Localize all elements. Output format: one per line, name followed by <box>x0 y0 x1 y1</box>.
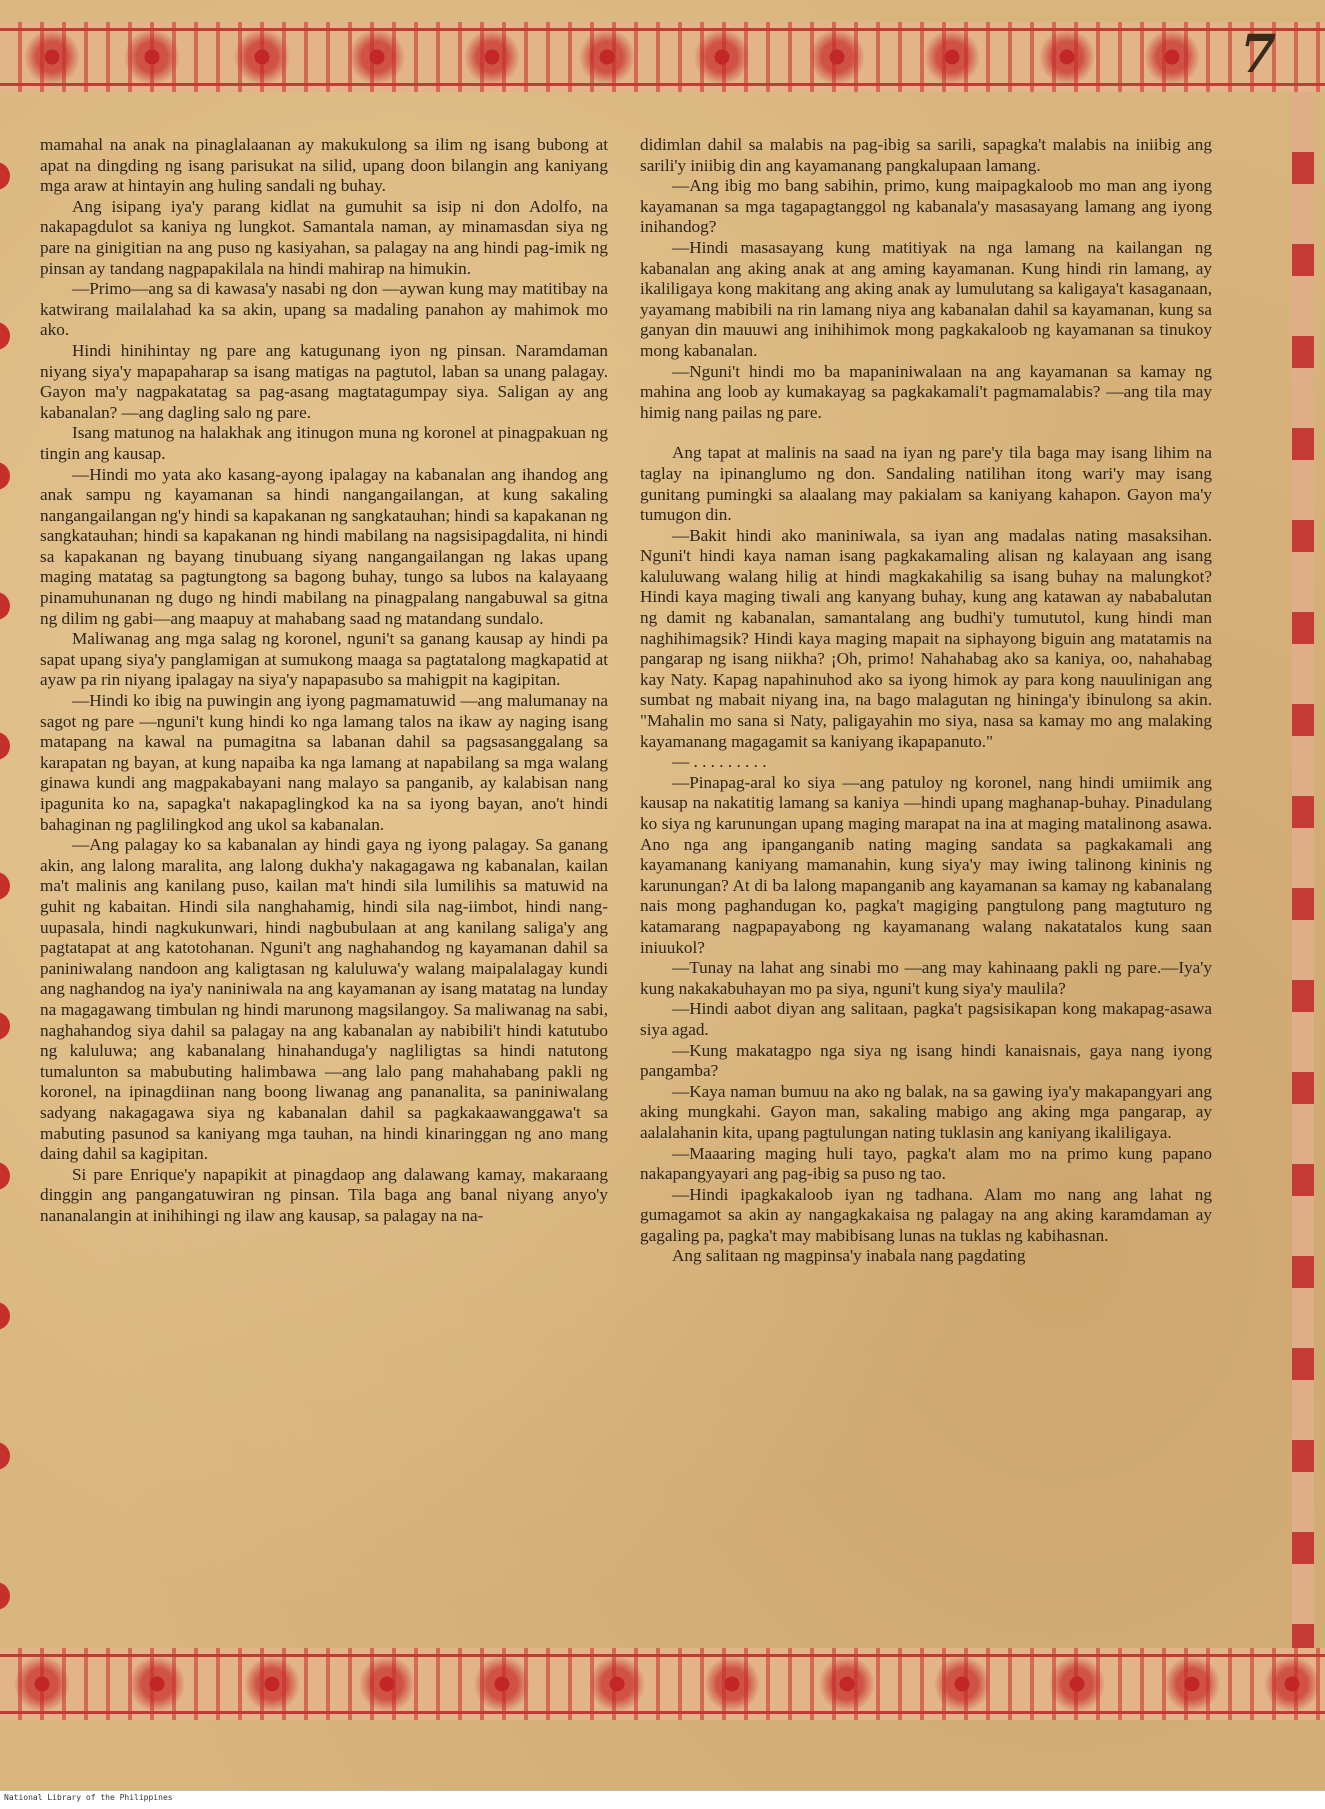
paragraph: didimlan dahil sa malabis na pag-ibig sa sarili, sapagka't malabis na iniibig ang sarili'y iniibig din ang kayamanang pangkalupaan lamang. <box>640 135 1212 175</box>
paragraph: —Tunay na lahat ang sinabi mo —ang may kahinaang pakli ng pare.—Iya'y kung nakakabuhayan mo pa siya, nguni't kung siya'y maulila? <box>640 958 1212 998</box>
bottom-decorative-border <box>0 1648 1325 1720</box>
footer-bar <box>0 1790 1325 1809</box>
left-edge-marks <box>0 92 14 1648</box>
right-decorative-border <box>1292 92 1314 1648</box>
paragraph: Ang tapat at malinis na saad na iyan ng pare'y tila baga may isang lihim na taglay na ipinanglumo ng don. Sandaling natilihan itong wari'y may isang gunitang pumingki sa alaalang may pakialam sa kaniyang kahapon. Gayon ma'y tumugon din. <box>640 443 1212 525</box>
paragraph: Ang isipang iya'y parang kidlat na gumuhit sa isip ni don Adolfo, na nakapagdulot sa kaniya ng lungkot. Samantala naman, ay minamasdan siya ng pare na ginigitian na ang puso ng kasiyahan, sa palagay na ang hindi pag-imik ng pinsan ay tandang nagpapakilala na hindi mahirap na himukin. <box>40 196 608 278</box>
paragraph: —Maaaring maging huli tayo, pagka't alam mo na primo kung papano nakapangyayari ang pag-ibig sa puso ng tao. <box>640 1143 1212 1184</box>
paragraph: —Pinapag-aral ko siya —ang patuloy ng koronel, nang hindi umiimik ang kausap na nakatitig lamang sa kaniya —hindi upang maghanap-buhay. Pinadulang ko siya ng karunungan upang maging marapat na ina at maging matalinong asawa. Ano nga ang ipanganganib nating maging sandata sa pagkakamali ang kayamanang kaniyang mamanahin, kung siya'y may iwing talinong kininis ng karunungan? At di ba lalong mapanganib ang kayamanan sa kamay ng kabanalang nais mong paghandugan ko, pagka't magiging pangtulong pang magtuturo ng katamarang nagpapayabong ng kayamanang walang nakatatalos kung saan iniuukol? <box>640 772 1212 957</box>
paragraph: Isang matunog na halakhak ang itinugon muna ng koronel at pinagpakuan ng tingin ang kausap. <box>40 423 608 463</box>
page-number: 7 <box>1240 24 1277 85</box>
paragraph: —Ang palagay ko sa kabanalan ay hindi gaya ng iyong palagay. Sa ganang akin, ang lalong maralita, ang lalong dukha'y nakagagawa ng kabanalan, kailan ma't malinis ang kanilang puso, kailan ma't hindi sila lumilihis sa matuwid na guhit ng kabaitan. Hindi sila nanghahamig, hindi sila nag-iimbot, hindi nang-uupasala, hindi nagkukunwari, hindi nagbubulaan at ang kanilang saliga'y ang pagtatapat at ang katotohanan. Nguni't ang naghahandog ng kayamanan dahil sa paniniwalang nandoon ang kaligtasan ng kaluluwa'y walang maipalalagay kundi ang naghandog na iya'y naniniwala na ang kayamanan ay isang matatag na lunday na magagawang timbulan ng hindi marunong magsilangoy. Sa maliwanag na sabi, naghahandog siya dahil sa palagay na ang kabanalan ay nabibili't hindi katutubo ng kaluluwa; ang kabanalang hinahanduga'y nagliligtas sa hindi natutong tumalunton sa mabubuting halimbawa —ang lalo pang mahahabang pakli ng koronel, na ipinagdiinan nang boong liwanag ang pananalita, sa paniniwalang sadyang nakagagawa siya ng kabanalan dahil sa pagkakaawanggawa't sa mabuting pasunod sa kaniyang mga tauhan, na hindi kinaringgan ng ano mang daing dahil sa kagipitan. <box>40 835 608 1164</box>
right-text-column <box>640 135 1212 1267</box>
top-decorative-border <box>0 22 1325 92</box>
paragraph: —Kaya naman bumuu na ako ng balak, na sa gawing iya'y makapangyari ang aking mungkahi. Gayon man, sakaling mabigo ang aking mga pangarap, ay aalalahanin kita, upang pagtulungan nating tuklasin ang kaniyang ikaliligaya. <box>640 1081 1212 1142</box>
paragraph: —Primo—ang sa di kawasa'y nasabi ng don —aywan kung may matitibay na katwirang mailalahad ka sa akin, upang sa madaling panahon ay mahimok mo ako. <box>40 279 608 340</box>
paragraph: Ang salitaan ng magpinsa'y inabala nang pagdating <box>672 1246 1026 1266</box>
paragraph: Maliwanag ang mga salag ng koronel, nguni't sa ganang kausap ay hindi pa sapat upang siya'y panglamigan at sumukong maaga sa pagtatalong magkapatid at ayaw pa rin niyang ipalagay na siya'y napapasubo sa mahigpit na kagipitan. <box>40 629 608 690</box>
paragraph: —Hindi masasayang kung matitiyak na nga lamang na kailangan ng kabanalan ang aking anak at ang aming kayamanan. Kung hindi rin lamang, ay ikaliligaya kong makitang ang aking anak ay lumulutang sa kaligaya't kasaganaan, yayamang mabibili na rin lamang niya ang kabanalan dahil sa kayamanan, kung sa ganyan din mauuwi ang inihihimok mong pagkakaloob ng kayamanan sa tinukoy mong kabanalan. <box>640 237 1212 360</box>
left-text-column <box>40 135 608 1226</box>
paragraph: — . . . . . . . . . <box>672 752 767 772</box>
paragraph: —Ang ibig mo bang sabihin, primo, kung maipagkaloob mo man ang iyong kayamanan sa mga tagapagtanggol ng kabanala'y masasayang lamang ang iyong inihandog? <box>640 176 1212 237</box>
paragraph: mamahal na anak na pinaglalaanan ay makukulong sa ilim ng isang bubong at apat na dingding ng isang parisukat na silid, upang doon bilangin ang kaniyang mga araw at hintayin ang huling sandali ng buhay. <box>40 135 608 196</box>
paragraph: —Bakit hindi ako maniniwala, sa iyan ang madalas nating masaksihan. Nguni't hindi kaya naman isang pagkakamaling alisan ng kalayaan ang isang kaluluwang walang hilig at hindi magkakahilig sa isang buhay na malungkot? Hindi kaya maging tiwali ang kanyang buhay, kung ang katawan ay nababalutan ng damit ng kabanalan, samantalang ang budhi'y tumututol, kung hindi man naghihimagsik? Hindi kaya maging mapait na siphayong biguin ang matatamis na pangarap ng isang niikha? ¡Oh, primo! Nahahabag ako sa kaniya, oo, nahahabag kay Naty. Kapag napahinuhod ako sa iyong himok ay para kong nauulinigan ang sumbat ng mabait niyang ina, na bago malagutan ng hininga'y ibinulong sa akin. "Mahalin mo sana si Naty, paligayahin mo siya, nasa sa kamay mo ang malaking kayamanang magagamit sa kaniyang ikapapanuto." <box>640 525 1212 751</box>
paragraph: —Nguni't hindi mo ba mapaniniwalaan na ang kayamanan sa kamay ng mahina ang loob ay kumakayag sa pagkakamali't pagmamalabis? —ang tila may himig nang pailas ng pare. <box>640 361 1212 422</box>
paragraph: —Hindi ipagkakaloob iyan ng tadhana. Alam mo nang ang lahat ng gumagamot sa akin ay nangagkakaisa ng palagay na ang aking karamdaman ay gagaling pa, pagka't may mabibisang lunas na tuklas ng kabihasnan. <box>640 1184 1212 1245</box>
paragraph: —Hindi aabot diyan ang salitaan, pagka't pagsisikapan kong makapag-asawa siya agad. <box>640 999 1212 1039</box>
paragraph: —Hindi ko ibig na puwingin ang iyong pagmamatuwid —ang malumanay na sagot ng pare —nguni't kung hindi ko nga lamang talos na ikaw ay naging isang matapang na kawal na pumagitna sa labanan dahil sa pagsasanggalang sa karapatan ng bayan, at kung napaiba ka nga lamang at napabilang sa mga walang ginawa kundi ang magpakabayani nang malayo sa panganib, ay kalabisan nang ipagunita ko na, sapagka't nakapaglingkod ka na sa iyong bayan, ano't hindi bahaginan ng paglilingkod ang ukol sa kabanalan. <box>40 691 608 834</box>
paragraph: Hindi hinihintay ng pare ang katugunang iyon ng pinsan. Naramdaman niyang siya'y mapapaharap sa isang matigas na pagtutol, laban sa unang palagay. Gayon ma'y nagpakatatag sa pag-asang magtatagumpay siya. Saligan ay ang kabanalan? —ang dagling salo ng pare. <box>40 340 608 422</box>
paragraph: —Kung makatagpo nga siya ng isang hindi kanaisnais, gaya nang iyong pangamba? <box>640 1040 1212 1081</box>
footer-credit: National Library of the Philippines <box>4 1793 173 1802</box>
paragraph: Si pare Enrique'y napapikit at pinagdaop ang dalawang kamay, makaraang dinggin ang pangangatuwiran ng pinsan. Tila baga ang banal niyang anyo'y nananalangin at inihihingi ng ilaw ang kausap, sa palagay na na- <box>40 1164 608 1225</box>
paragraph: —Hindi mo yata ako kasang-ayong ipalagay na kabanalan ang ihandog ang anak sampu ng kayamanan sa hindi nangangailangan, at kung sakaling nangangailangan ng'y hindi sa kapakanan ng sangkatauhan; hindi sa kapakanan ng sangkatauhan; hindi sa kapakanan ng hindi mabilang na nagsisipagdalita, ni hindi sa kapakanan ng bayang tinubuang siyang nangangailangan ng lakas upang maging matatag sa pagtungtong sa bagong buhay, tungo sa lubos na kalayaang pinamuhunanan ng dugo ng hindi mabilang na pinagpalang nangabuwal sa gitna ng dilim ng gabi—ang maapuy at mahabang saad ng matandang sundalo. <box>40 464 608 628</box>
